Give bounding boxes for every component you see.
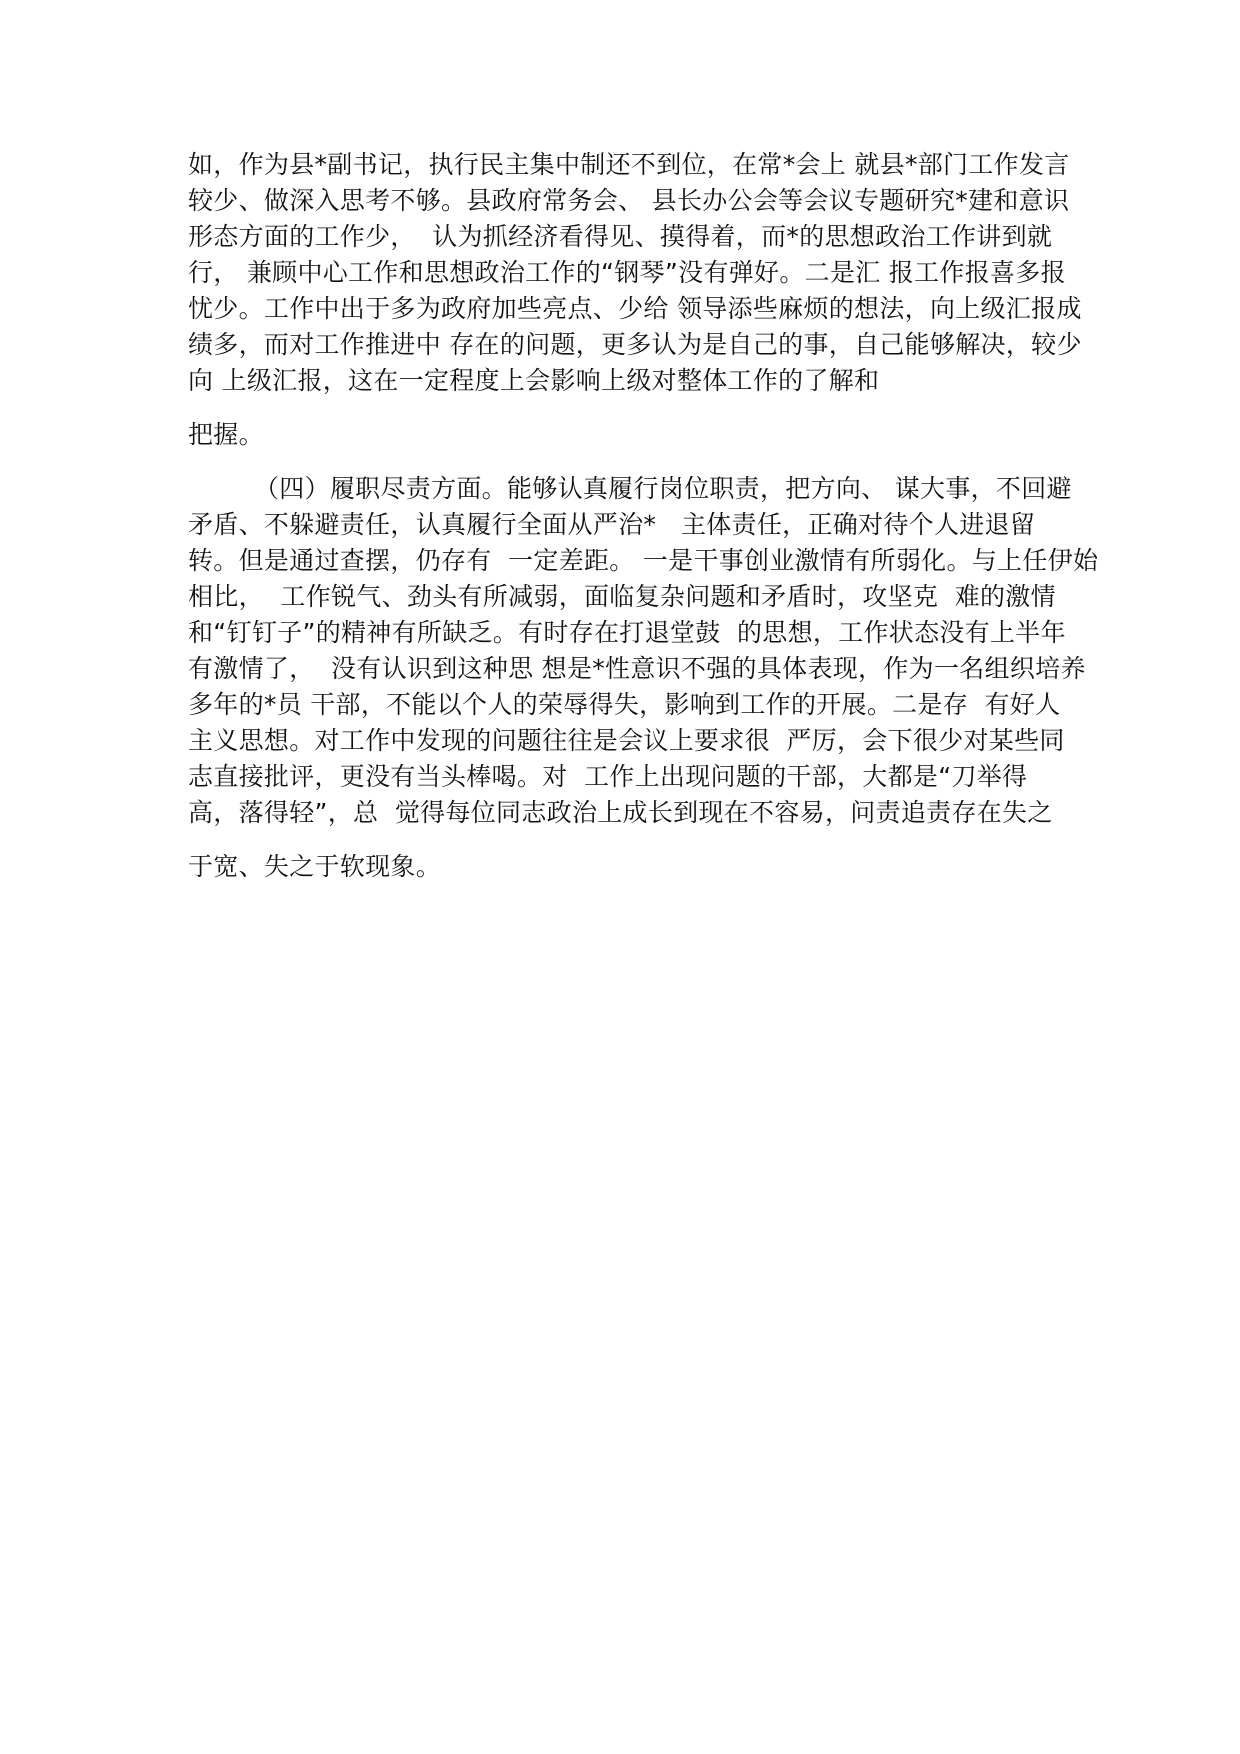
text-line: 忧少。工作中出于多为政府加些亮点、少给 领导添些麻烦的想法，向上级汇报成	[188, 294, 1082, 323]
text-line: 转。但是通过查摆，仍存有 一定差距。 一是干事创业激情有所弱化。与上任伊始	[188, 546, 1099, 575]
text-line: 较少、做深入思考不够。县政府常务会、 县长办公会等会议专题研究*建和意识	[188, 186, 1070, 215]
text-line: 和“钉钉子”的精神有所缺乏。有时存在打退堂鼓 的思想，工作状态没有上半年	[188, 618, 1066, 647]
text-line: 多年的*员 干部，不能以个人的荣辱得失，影响到工作的开展。二是存 有好人	[188, 690, 1061, 719]
text-line: 绩多，而对工作推进中 存在的问题，更多认为是自己的事，自己能够解决，较少	[188, 330, 1082, 359]
text-line: 向 上级汇报，这在一定程度上会影响上级对整体工作的了解和	[188, 366, 880, 395]
text-line: 相比， 工作锐气、劲头有所减弱，面临复杂问题和矛盾时，攻坚克 难的激情	[188, 582, 1056, 611]
text-line: 把握。	[188, 420, 264, 449]
text-line: 有激情了， 没有认识到这种思 想是*性意识不强的具体表现，作为一名组织培养	[188, 654, 1086, 683]
text-line: 高，落得轻”，总 觉得每位同志政治上成长到现在不容易，问责追责存在失之	[188, 798, 1053, 827]
text-line: 行， 兼顾中心工作和思想政治工作的“钢琴”没有弹好。二是汇 报工作报喜多报	[188, 258, 1066, 287]
text-line: 志直接批评，更没有当头棒喝。对 工作上出现问题的干部，大都是“刀举得	[188, 762, 1028, 791]
text-line: 形态方面的工作少， 认为抓经济看得见、摸得着，而*的思想政治工作讲到就	[188, 222, 1053, 251]
text-line: 主义思想。对工作中发现的问题往往是会议上要求很 严厉，会下很少对某些同	[188, 726, 1065, 755]
text-line: 于宽、失之于软现象。	[188, 852, 442, 881]
text-line: 如，作为县*副书记，执行民主集中制还不到位，在常*会上 就县*部门工作发言	[188, 150, 1070, 179]
text-line: （四）履职尽责方面。能够认真履行岗位职责，把方向、 谋大事，不回避	[188, 474, 1072, 503]
text-line: 矛盾、不躲避责任，认真履行全面从严治* 主体责任，正确对待个人进退留	[188, 510, 1036, 539]
